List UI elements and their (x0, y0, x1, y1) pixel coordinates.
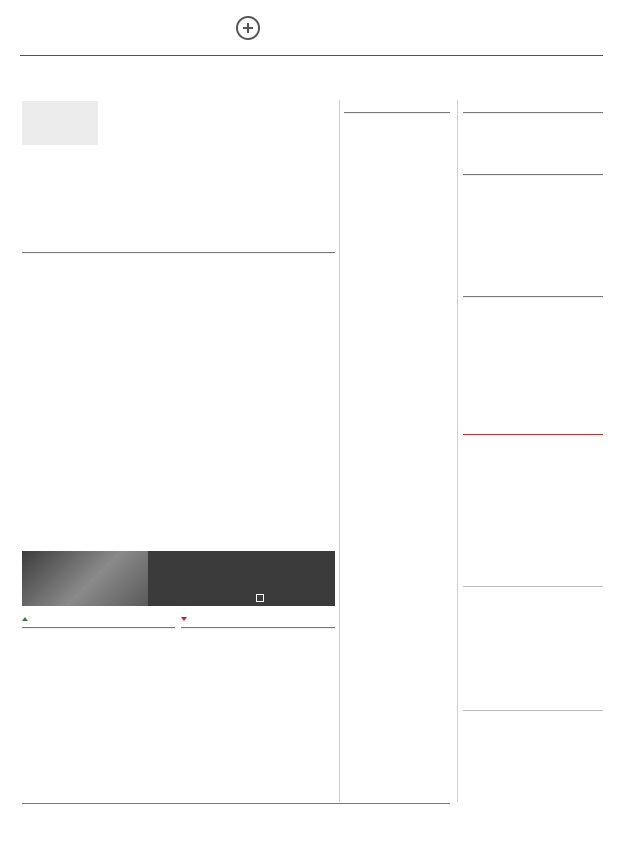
cell-value (296, 253, 335, 254)
top-gainers-table (22, 627, 175, 628)
cell-value (61, 253, 100, 254)
index-card (102, 101, 178, 145)
news-divider (463, 586, 603, 587)
index-card (182, 193, 258, 237)
index-card (102, 147, 178, 191)
plus-icon (236, 16, 260, 40)
cell-value (397, 113, 424, 114)
cell-value (179, 253, 218, 254)
index-card (22, 101, 98, 145)
table-row (463, 175, 603, 176)
arrow-up-icon (22, 617, 28, 621)
column-separator (339, 100, 340, 802)
cell-value (533, 175, 603, 176)
cell-value (60, 628, 98, 629)
live-markets-callout[interactable] (236, 10, 376, 52)
table-row (22, 628, 175, 629)
advert-photo (22, 551, 148, 606)
row-label (22, 253, 61, 254)
cell-value (547, 297, 575, 298)
cell-value (258, 628, 297, 629)
row-label (463, 113, 491, 114)
table-row (463, 297, 603, 298)
top-losers-table (181, 627, 335, 628)
ibex-table (22, 252, 335, 253)
arrow-down-icon (181, 617, 187, 621)
cell-value (99, 628, 137, 629)
row-label (463, 297, 491, 298)
euribor-table (463, 296, 603, 297)
cell-value (519, 297, 547, 298)
cell-value (547, 113, 575, 114)
advert-banner (148, 551, 335, 606)
index-card (182, 147, 258, 191)
cell-value (100, 253, 139, 254)
continuous-market-table (344, 112, 450, 113)
cell-value (491, 297, 519, 298)
header-rule (20, 55, 603, 56)
index-card (182, 101, 258, 145)
top-losers-title (181, 616, 189, 623)
index-card (22, 147, 98, 191)
index-card (262, 101, 338, 145)
table-row (344, 113, 450, 114)
dateline-bar (20, 8, 38, 20)
index-card (262, 147, 338, 191)
index-card (102, 193, 178, 237)
cell-value (424, 113, 451, 114)
bank-logo-icon (256, 594, 264, 602)
cell-value (491, 113, 519, 114)
cell-value (137, 628, 175, 629)
advert-banco-popular[interactable] (22, 551, 335, 606)
cell-value (575, 297, 603, 298)
row-label (463, 175, 533, 176)
row-label (344, 113, 371, 114)
cell-value (257, 253, 296, 254)
table-row (22, 253, 335, 254)
news-section-title (463, 434, 603, 435)
table-row (463, 113, 603, 114)
news-divider (463, 710, 603, 711)
ibex-evolution-chart (22, 705, 174, 795)
currencies-table (463, 174, 603, 175)
cell-value (575, 113, 603, 114)
economic-figures-table (463, 112, 603, 113)
bottom-rule (22, 803, 450, 804)
index-card (262, 193, 338, 237)
column-separator (457, 100, 458, 802)
index-card (22, 193, 98, 237)
top-gainers-title (22, 616, 30, 623)
table-row (181, 628, 335, 629)
cell-value (519, 113, 547, 114)
cell-value (297, 628, 336, 629)
row-label (22, 628, 60, 629)
cell-value (139, 253, 178, 254)
row-label (181, 628, 220, 629)
cell-value (371, 113, 398, 114)
cell-value (220, 628, 259, 629)
cell-value (218, 253, 257, 254)
